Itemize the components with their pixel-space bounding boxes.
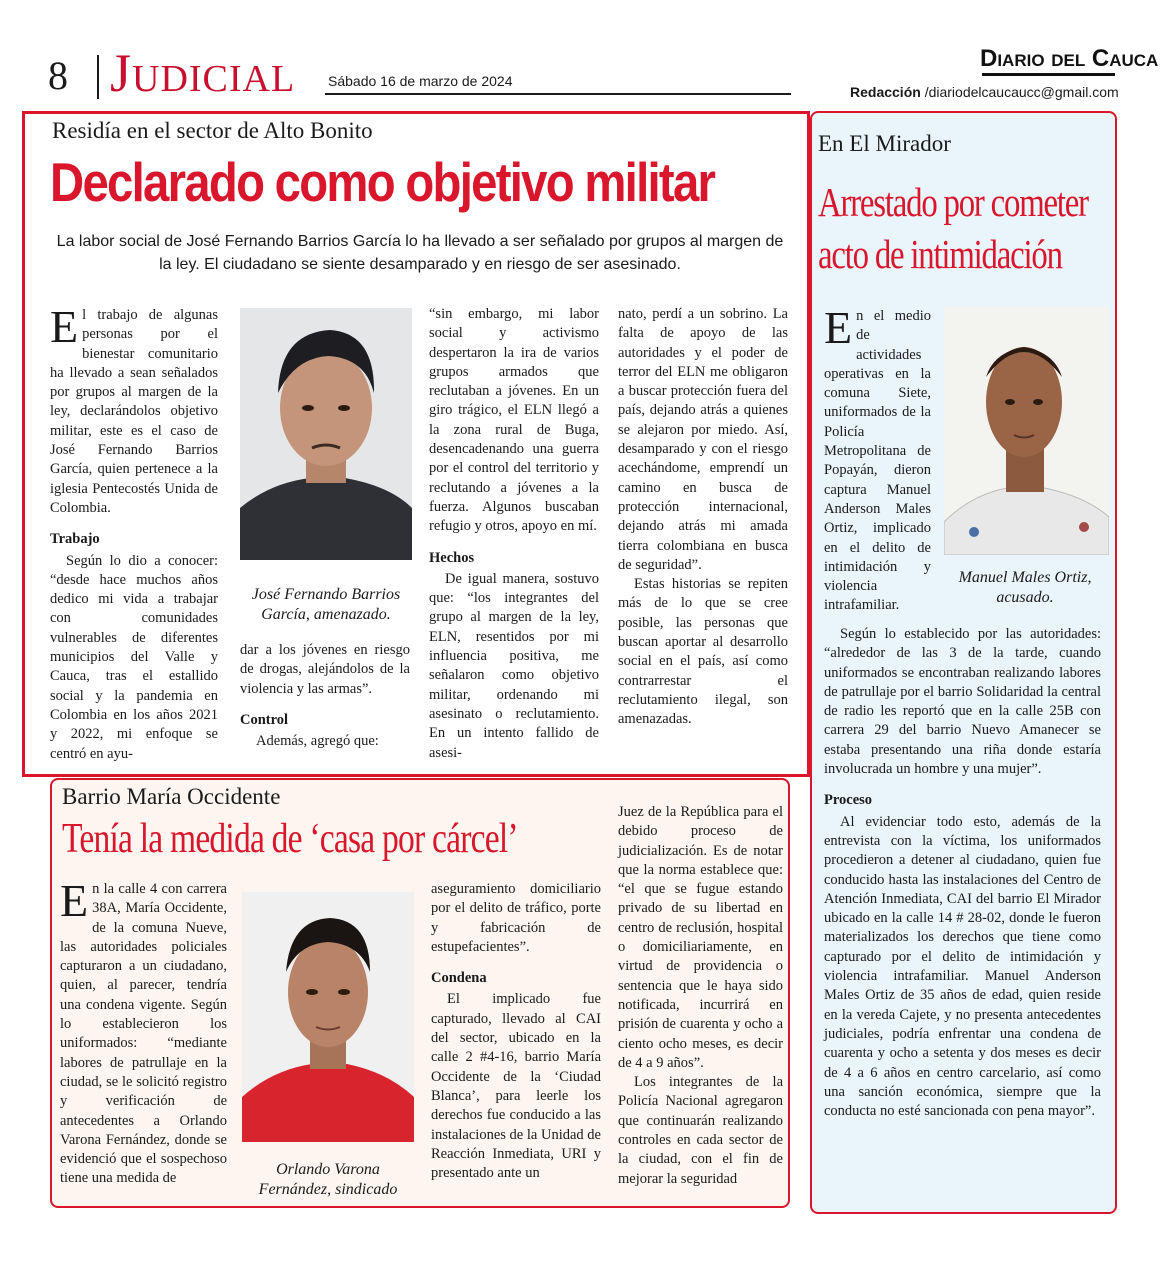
- main-col3-paragraph-1: “sin embargo, mi labor social y activismo despertaron la ira de varios grupos armados que reclutaban a jóvenes. En un giro trágico, el ELN llegó a la zona rural de Buga, desencadenando una guerra por el control del territorio y reclutando a jóvenes a la fuerza. Algunos buscaban refugio y otros, apoyo en mí.: [429, 306, 599, 535]
- bottom-col4-paragraph-1: Juez de la República para el debido proceso de judicialización. Es de notar que la norma establece que: “el que se fugue estando privado de su libertad en centro de reclusión, hospital o domiciliariamente, en virtud de providencia o sentencia que le haya sido notificada, incurrirá en prisión de cuarenta y ocho a ciento ocho meses, es decir de 4 a 9 años”.: [618, 804, 783, 1071]
- sidebar-col-body: [824, 625, 1101, 1121]
- sidebar-photo-caption: Manuel Males Ortiz, acusado.: [958, 569, 1092, 606]
- main-deck: La labor social de José Fernando Barrios García lo ha llevado a ser señalado por grupos al margen de la ley. El ciudadano se siente desamparado y en riesgo de ser asesinado.: [56, 233, 784, 273]
- victim-photo-jose: [240, 308, 412, 560]
- main-col-3: [429, 305, 599, 763]
- bottom-dropcap: E: [60, 875, 89, 926]
- portrait-icon: [240, 308, 412, 560]
- sidebar-kicker: En El Mirador: [818, 131, 951, 156]
- portrait-icon: [242, 892, 414, 1142]
- main-subhead-trabajo: Trabajo: [50, 531, 100, 548]
- portrait-icon: [944, 307, 1109, 555]
- sidebar-paragraph-1: n el medio de actividades operativas en la comuna Siete, uniformados de la Policía Metropolitana de Popayán, dieron captura Manuel Anderson Males Ortiz, implicado en el delito de intimidación y violencia intrafamiliar.: [824, 308, 931, 614]
- main-col3-paragraph-2: De igual manera, sostuvo que: “los integrantes del grupo al margen de la ley, ELN, resentidos por mi influencia positiva, me señalaron como objetivo militar, ordenando mi asesinato o reclutamiento. En un intento fallido de asesi-: [429, 570, 599, 761]
- suspect-photo-manuel: [944, 307, 1109, 555]
- main-col1-paragraph-2: Según lo dio a conocer: “desde hace muchos años dedico mi vida a trabajar con comunidades vulnerables de diferentes municipios del Valle y Cauca, tras el estallido social y la pandemia en Colombia en los años 2021 y 2022, mi enfoque se centró en ayu-: [50, 552, 218, 762]
- bottom-col3-paragraph-2: El implicado fue capturado, llevado al CAI del sector, ubicado en la calle 2 #4-16, barrio María Occidente de la ‘Ciudad Blanca’, para leerle los derechos fue conducido a las instalaciones de la Unidad de Reacción Inmediata, URI y presentado ante un: [431, 991, 601, 1182]
- sidebar-dropcap: E: [824, 302, 853, 353]
- sidebar-headline-line2: acto de intimidación: [818, 231, 1062, 277]
- main-col2-paragraph-1: dar a los jóvenes en riesgo de drogas, alejándolos de la violencia y las armas”.: [240, 642, 410, 697]
- masthead-underline: [982, 73, 1115, 76]
- bottom-col1-paragraph-1: n la calle 4 con carrera 38A, María Occidente, de la comuna Nueve, las autoridades policiales capturaron a un ciudadano, quien, al parecer, tendría una condena vigente. Según lo establecieron los uniformados: “mediante labores de patrullaje en la ciudad, se le solicitó registro y verificación de antecedentes a Orlando Varona Fernández, donde se evidenció que el sospechoso tiene una medida de: [60, 881, 227, 1187]
- section-title: Judicial: [110, 43, 296, 103]
- bottom-col3-paragraph-1: aseguramiento domiciliario por el delito de tráfico, porte y fabricación de estupefacientes”.: [431, 881, 601, 955]
- page-number: 8: [48, 53, 68, 98]
- masthead-logo: Diario del Cauca: [980, 45, 1159, 72]
- header-divider: [97, 55, 99, 99]
- main-kicker: Residía en el sector de Alto Bonito: [52, 118, 373, 143]
- main-col-2: [240, 641, 410, 751]
- sidebar-paragraph-3: Al evidenciar todo esto, además de la entrevista con la víctima, los uniformados procedieron a detener al ciudadano, quien fue conducido hasta las instalaciones del Centro de Atención Inmediata, CAI del barrio El Mirador ubicado en la calle 14 # 28-02, donde le fueron materializados los derechos que tiene como capturado por el delito de intimidación y violencia intrafamiliar. Manuel Anderson Males Ortiz de 35 años de edad, quien reside en la vereda Cajete, y no presenta antecedentes judiciales, podría enfrentar una condena de cuarenta y ocho a setenta y dos meses es decir de 4 a 6 años en centro carcelario, así como una sanción económica, siempre que la conducta no esté sancionada con pena mayor”.: [824, 813, 1101, 1120]
- redaccion-label: Redacción: [850, 84, 921, 100]
- bottom-kicker: Barrio María Occidente: [62, 784, 281, 809]
- bottom-subhead-condena: Condena: [431, 970, 487, 987]
- main-col4-paragraph-2: Estas historias se repiten más de lo que se cree posible, las personas que buscan aportar al desarrollo social en el país, así como contrarrestar el reclutamiento ilegal, son amenazadas.: [618, 576, 788, 728]
- suspect-photo-orlando: [242, 892, 414, 1142]
- main-subhead-control: Control: [240, 711, 289, 728]
- sidebar-col-intro: [824, 302, 931, 616]
- main-col-4: [618, 305, 788, 730]
- sidebar-paragraph-2: Según lo establecido por las autoridades: “alrededor de las 3 de la tarde, cuando uniformados se encontraban realizando labores de patrullaje por el barrio Solidaridad la central de radio les reportó que en la calle 25B con carrera 29 del barrio Nuevo Amanecer se estaba presentando una riña donde estaría involucrada un hombre y una mujer”.: [824, 626, 1101, 778]
- sidebar-subhead-proceso: Proceso: [824, 792, 873, 809]
- bottom-col-4: [618, 803, 783, 1189]
- main-headline: Declarado como objetivo militar: [50, 151, 715, 213]
- bottom-col4-paragraph-2: Los integrantes de la Policía Nacional agregaron que continuarán realizando controles en cada sector de la ciudad, con el fin de mejorar la seguridad: [618, 1074, 783, 1187]
- issue-date: Sábado 16 de marzo de 2024: [328, 73, 513, 89]
- bottom-photo-caption: Orlando Varona Fernández, sindicado: [258, 1161, 398, 1198]
- bottom-headline: Tenía la medida de ‘casa por cárcel’: [62, 816, 518, 862]
- main-col2-paragraph-2: Además, agregó que:: [256, 733, 379, 750]
- main-photo-caption: José Fernando Barrios García, amenazado.: [251, 586, 401, 623]
- main-col4-paragraph-1: nato, perdí a un sobrino. La falta de apoyo de las autoridades y el poder de terror del ELN me obligaron a buscar protección fuera del país, dejando atrás a quienes se alejaron por miedo. Así, desamparado y con el riesgo acechándome, emprendí un camino en busca de protección internacional, dejando atrás mi amada tierra colombiana en busca de seguridad”.: [618, 306, 788, 573]
- main-dropcap: E: [50, 301, 79, 352]
- sidebar-headline-line1: Arrestado por cometer: [818, 179, 1088, 225]
- main-col1-paragraph-1: l trabajo de algunas personas por el bienestar comunitario ha llevado a sean señalados por grupos al margen de la ley, declarándolos objetivo militar, este es el caso de José Fernando Barrios García, quien pertenece a la iglesia Pentecostés Unida de Colombia.: [50, 307, 218, 516]
- redaccion-credit: [850, 84, 1119, 100]
- bottom-col-1: [60, 875, 227, 1189]
- main-subhead-hechos: Hechos: [429, 549, 475, 566]
- redaccion-email: /diariodelcaucaucc@gmail.com: [920, 84, 1119, 100]
- bottom-col-3: [431, 880, 601, 1183]
- header-rule: [325, 93, 791, 95]
- main-col-1: [50, 301, 218, 764]
